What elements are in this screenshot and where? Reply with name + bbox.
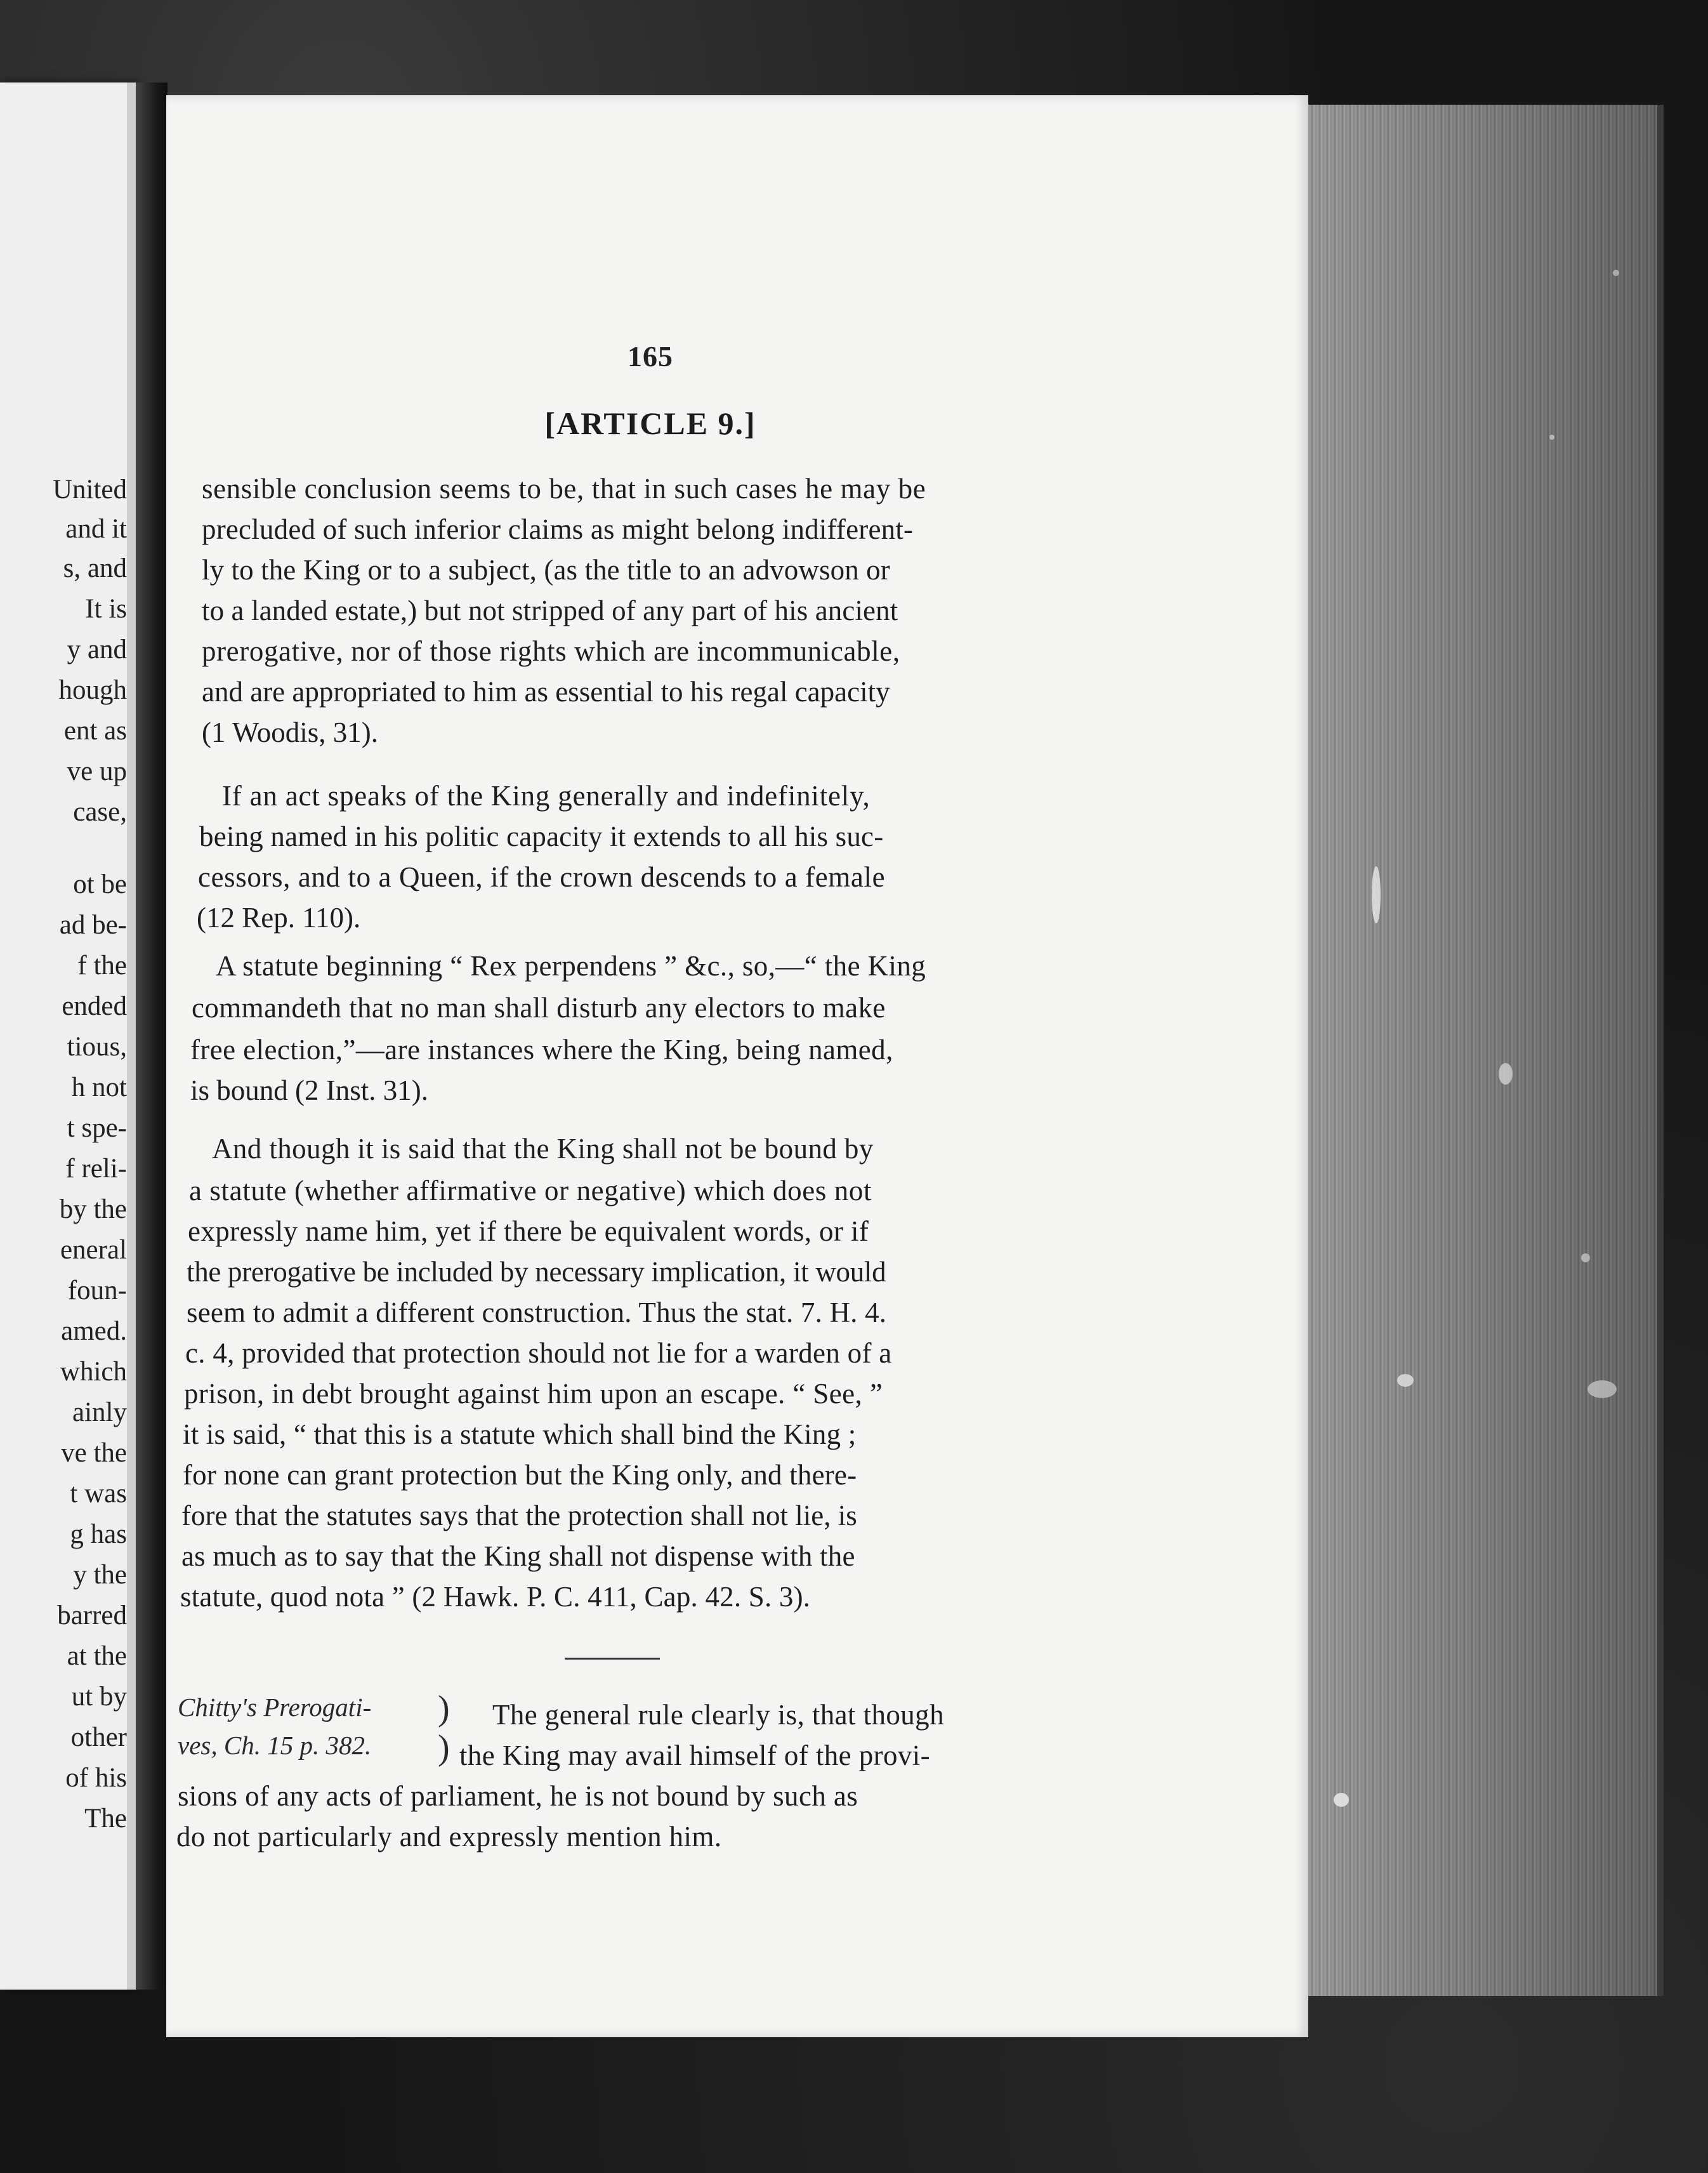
dust-speck xyxy=(1587,1380,1617,1398)
left-page-line: United xyxy=(52,475,127,505)
dust-speck xyxy=(1613,270,1619,276)
body-line: free election,”—are instances where the King, being named, xyxy=(190,1034,893,1066)
section-rule xyxy=(565,1658,660,1660)
left-page-line: h not xyxy=(71,1073,127,1102)
left-page-line: f reli- xyxy=(65,1154,127,1184)
left-page-line: ent as xyxy=(63,716,127,746)
body-line: cessors, and to a Queen, if the crown descends to a female xyxy=(198,861,886,893)
dust-speck xyxy=(1397,1374,1414,1387)
left-page-line: y and xyxy=(67,635,127,664)
left-page-line: by the xyxy=(59,1194,127,1224)
left-page-line: It is xyxy=(85,594,127,624)
body-line: And though it is said that the King shall not be bound by xyxy=(212,1133,874,1165)
dust-speck xyxy=(1581,1253,1590,1262)
body-line: The general rule clearly is, that though xyxy=(492,1699,944,1731)
left-page-line: ve the xyxy=(61,1438,127,1468)
dust-speck xyxy=(1334,1793,1349,1807)
body-line: c. 4, provided that protection should not lie for a warden of a xyxy=(185,1337,892,1369)
body-line: being named in his politic capacity it extends to all his suc- xyxy=(199,821,884,852)
body-line: is bound (2 Inst. 31). xyxy=(190,1074,428,1106)
left-page-line: ot be xyxy=(73,869,127,899)
left-page-line: eneral xyxy=(60,1235,127,1265)
left-page-line: case, xyxy=(73,797,127,827)
body-line: precluded of such inferior claims as might belong indifferent- xyxy=(202,513,914,545)
body-line: to a landed estate,) but not stripped of any part of his ancient xyxy=(202,595,898,626)
article-heading: [ARTICLE 9.] xyxy=(544,406,756,441)
left-page-line: ad be- xyxy=(59,910,127,940)
body-line: commandeth that no man shall disturb any electors to make xyxy=(192,992,886,1024)
body-line: do not particularly and expressly mention him. xyxy=(176,1821,722,1853)
body-line: prison, in debt brought against him upon an escape. “ See, ” xyxy=(184,1378,883,1410)
margin-citation-line: Chitty's Prerogati- xyxy=(178,1693,372,1722)
left-page-line: ut by xyxy=(71,1682,127,1712)
left-page-line: f the xyxy=(77,951,127,981)
body-line: and are appropriated to him as essential to his regal capacity xyxy=(202,676,890,708)
body-line: If an act speaks of the King generally and indefinitely, xyxy=(222,780,870,812)
margin-brace: ) xyxy=(438,1689,450,1728)
left-page-line: tious, xyxy=(67,1032,127,1062)
margin-citation-line: ves, Ch. 15 p. 382. xyxy=(178,1731,372,1760)
left-page-line: t spe- xyxy=(67,1113,127,1143)
body-line: for none can grant protection but the King only, and there- xyxy=(183,1459,857,1491)
body-line: the King may avail himself of the provi- xyxy=(459,1740,931,1771)
page-edge-stack xyxy=(1306,105,1664,1996)
dust-speck xyxy=(1372,866,1381,923)
body-line: prerogative, nor of those rights which are incommunicable, xyxy=(202,635,900,667)
dust-speck xyxy=(1499,1063,1513,1085)
left-page-line: and it xyxy=(65,514,127,544)
body-line: seem to admit a different construction. Thus the stat. 7. H. 4. xyxy=(187,1297,887,1328)
left-page-line: which xyxy=(60,1357,127,1387)
left-page-line: hough xyxy=(58,675,127,705)
body-line: fore that the statutes says that the protection shall not lie, is xyxy=(181,1500,857,1531)
margin-brace: ) xyxy=(438,1728,450,1767)
body-line: the prerogative be included by necessary implication, it would xyxy=(187,1256,886,1288)
left-page-line: s, and xyxy=(63,553,127,583)
body-line: (12 Rep. 110). xyxy=(197,902,361,934)
left-page-line: of his xyxy=(65,1763,127,1793)
body-line: it is said, “ that this is a statute which shall bind the King ; xyxy=(183,1418,857,1450)
left-page-line: ended xyxy=(62,991,127,1021)
page-number: 165 xyxy=(627,340,673,373)
body-line: sensible conclusion seems to be, that in such cases he may be xyxy=(202,473,926,505)
dust-speck xyxy=(1549,435,1554,440)
left-page-line: foun- xyxy=(67,1276,127,1305)
left-page-line: t was xyxy=(70,1479,127,1509)
body-line: statute, quod nota ” (2 Hawk. P. C. 411, Cap. 42. S. 3). xyxy=(180,1581,811,1613)
left-page-line: at the xyxy=(67,1641,127,1671)
body-line: expressly name him, yet if there be equivalent words, or if xyxy=(188,1215,869,1247)
body-line: A statute beginning “ Rex perpendens ” &c., so,—“ the King xyxy=(216,950,926,982)
left-page-line: y the xyxy=(73,1560,127,1590)
left-page-line: barred xyxy=(57,1601,127,1630)
body-line: ly to the King or to a subject, (as the title to an advowson or xyxy=(202,554,890,586)
left-page-line: ainly xyxy=(72,1397,127,1427)
body-line: sions of any acts of parliament, he is not bound by such as xyxy=(178,1780,858,1812)
body-line: (1 Woodis, 31). xyxy=(202,717,379,748)
left-page-line: The xyxy=(84,1804,127,1833)
left-page-line: amed. xyxy=(61,1316,127,1346)
body-line: as much as to say that the King shall not dispense with the xyxy=(181,1540,855,1572)
left-page-line: other xyxy=(70,1722,127,1752)
body-line: a statute (whether affirmative or negative) which does not xyxy=(189,1175,872,1206)
left-page-line: g has xyxy=(70,1519,127,1549)
left-page-line: ve up xyxy=(67,756,127,786)
